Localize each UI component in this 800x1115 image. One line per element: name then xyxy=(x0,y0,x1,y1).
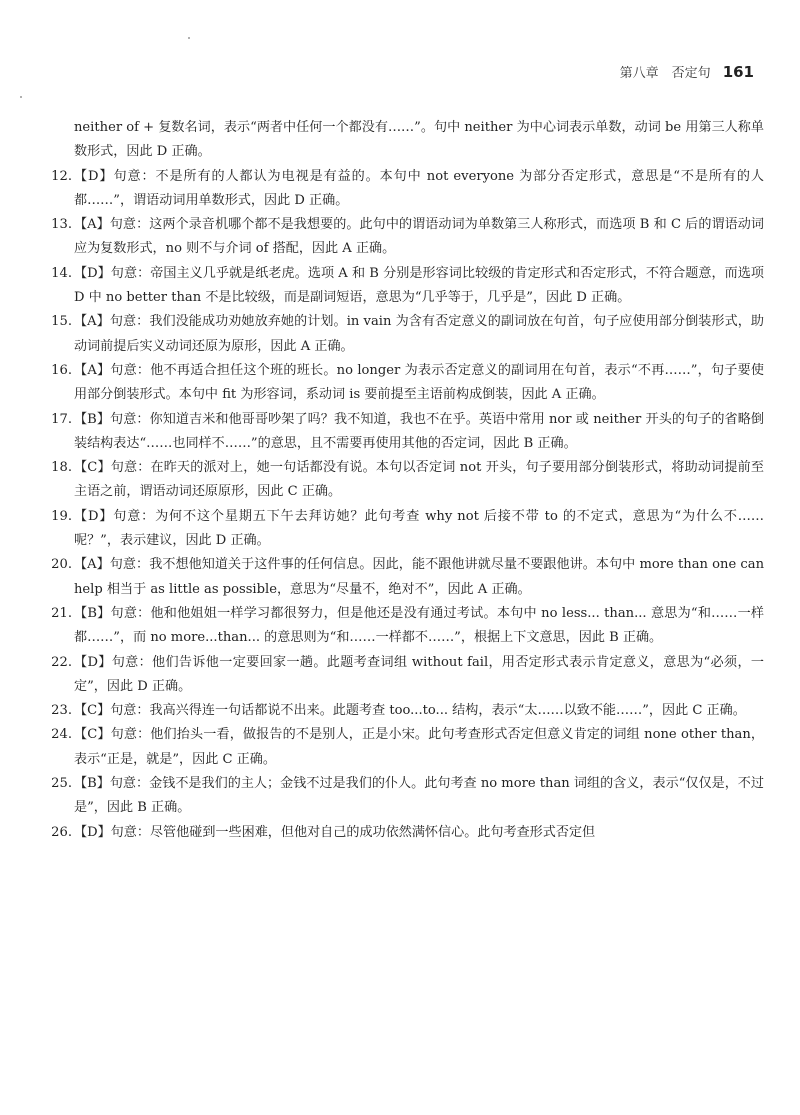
item-text: 【D】句意：他们告诉他一定要回家一趟。此题考查词组 without fail，用否定形式表示肯定意义，意思为“必须，一定”，因此 D 正确。 xyxy=(74,654,764,694)
chapter-title: 第八章 否定句 xyxy=(619,66,711,81)
item-number: 17. xyxy=(51,411,72,427)
item-number: 18. xyxy=(51,460,72,476)
item-text: 【A】句意：我不想他知道关于这件事的任何信息。因此，能不跟他讲就尽量不要跟他讲。本句中 more than one can help 相当于 as little as possible，意思为“尽量不，绝对不”，因此 A 正确。 xyxy=(74,557,764,597)
item-text: 【B】句意：你知道吉米和他哥哥吵架了吗？我不知道，我也不在乎。英语中常用 nor 或 neither 开头的句子的省略倒装结构表达“……也同样不……”的意思，且不需要再使用其他的否定词，因此 B 正确。 xyxy=(74,411,764,451)
item-text: 【C】句意：我高兴得连一句话都说不出来。此题考查 too...to... 结构，表示“太……以致不能……”，因此 C 正确。 xyxy=(74,703,746,719)
page-number: 161 xyxy=(722,63,754,81)
item-number: 15. xyxy=(51,314,72,330)
item-number: 24. xyxy=(51,727,72,743)
answer-item xyxy=(34,359,764,408)
item-text: 【A】句意：我们没能成功劝她放弃她的计划。in vain 为含有否定意义的副词放在句首，句子应使用部分倒装形式，助动词前提后实义动词还原为原形，因此 A 正确。 xyxy=(74,314,764,354)
answer-item xyxy=(34,602,764,651)
item-number: 20. xyxy=(51,557,72,573)
item-number: 26. xyxy=(51,824,72,840)
answer-item xyxy=(34,262,764,311)
item-text: 【C】句意：他们抬头一看，做报告的不是别人，正是小宋。此句考查形式否定但意义肯定的词组 none other than，表示“正是，就是”，因此 C 正确。 xyxy=(74,727,764,767)
item-text: 【D】句意：帝国主义几乎就是纸老虎。选项 A 和 B 分别是形容词比较级的肯定形式和否定形式，不符合题意，而选项 D 中 no better than 不是比较级，而是副词短语，意思为“几乎等于，几乎是”，因此 D 正确。 xyxy=(74,265,764,306)
item-text: 【A】句意：这两个录音机哪个都不是我想要的。此句中的谓语动词为单数第三人称形式，而选项 B 和 C 后的谓语动词应为复数形式，no 则不与介词 of 搭配，因此 A 正确。 xyxy=(74,217,764,257)
item-text: 【B】句意：他和他姐姐一样学习都很努力，但是他还是没有通过考试。本句中 no less... than... 意思为“和……一样都……”，而 no more...than... 的意思则为“和……一样都不……”，根据上下文意思，因此 B 正确。 xyxy=(74,605,764,646)
item-number: 23. xyxy=(51,703,72,719)
item-text: 【C】句意：在昨天的派对上，她一句话都没有说。本句以否定词 not 开头，句子要用部分倒装形式，将助动词提前至主语之前，谓语动词还原原形，因此 C 正确。 xyxy=(74,460,764,500)
item-number: 13. xyxy=(51,217,72,233)
item-number: 12. xyxy=(51,168,72,184)
continued-paragraph: neither of + 复数名词，表示“两者中任何一个都没有……”。句中 neither 为中心词表示单数，动词 be 用第三人称单数形式，因此 D 正确。 xyxy=(74,120,764,160)
answer-item xyxy=(34,723,764,772)
item-text: 【D】句意：不是所有的人都认为电视是有益的。本句中 not everyone 为部分否定形式，意思是“不是所有的人都……”，谓语动词用单数形式，因此 D 正确。 xyxy=(74,168,764,208)
answer-explanations xyxy=(34,116,764,845)
item-number: 25. xyxy=(51,776,72,792)
answer-item xyxy=(34,456,764,505)
item-text: 【D】句意：尽管他碰到一些困难，但他对自己的成功依然满怀信心。此句考查形式否定但 xyxy=(74,824,596,840)
item-text: 【A】句意：他不再适合担任这个班的班长。no longer 为表示否定意义的副词用在句首，表示“不再……”，句子要使用部分倒装形式。本句中 fit 为形容词，系动词 is 要前提至主语前构成倒装，因此 A 正确。 xyxy=(74,362,764,403)
answer-item xyxy=(34,821,764,845)
answer-item xyxy=(34,553,764,602)
answer-item xyxy=(34,408,764,457)
item-number: 19. xyxy=(51,508,72,524)
item-text: 【B】句意：金钱不是我们的主人；金钱不过是我们的仆人。此句考查 no more than 词组的含义，表示“仅仅是，不过是”，因此 B 正确。 xyxy=(74,776,764,816)
scan-speck xyxy=(20,96,22,98)
answer-item xyxy=(34,651,764,700)
item-number: 14. xyxy=(51,265,72,281)
answer-item xyxy=(34,772,764,821)
item-number: 16. xyxy=(51,362,72,378)
answer-item xyxy=(34,310,764,359)
answer-item xyxy=(34,699,764,723)
running-header xyxy=(620,62,754,81)
answer-item xyxy=(34,165,764,214)
answer-item xyxy=(34,505,764,554)
item-number: 21. xyxy=(51,605,72,621)
answer-item xyxy=(34,213,764,262)
scan-speck xyxy=(188,37,190,39)
item-text: 【D】句意：为何不这个星期五下午去拜访她？此句考查 why not 后接不带 to 的不定式，意思为“为什么不……呢？”，表示建议，因此 D 正确。 xyxy=(74,508,764,549)
item-number: 22. xyxy=(51,654,72,670)
